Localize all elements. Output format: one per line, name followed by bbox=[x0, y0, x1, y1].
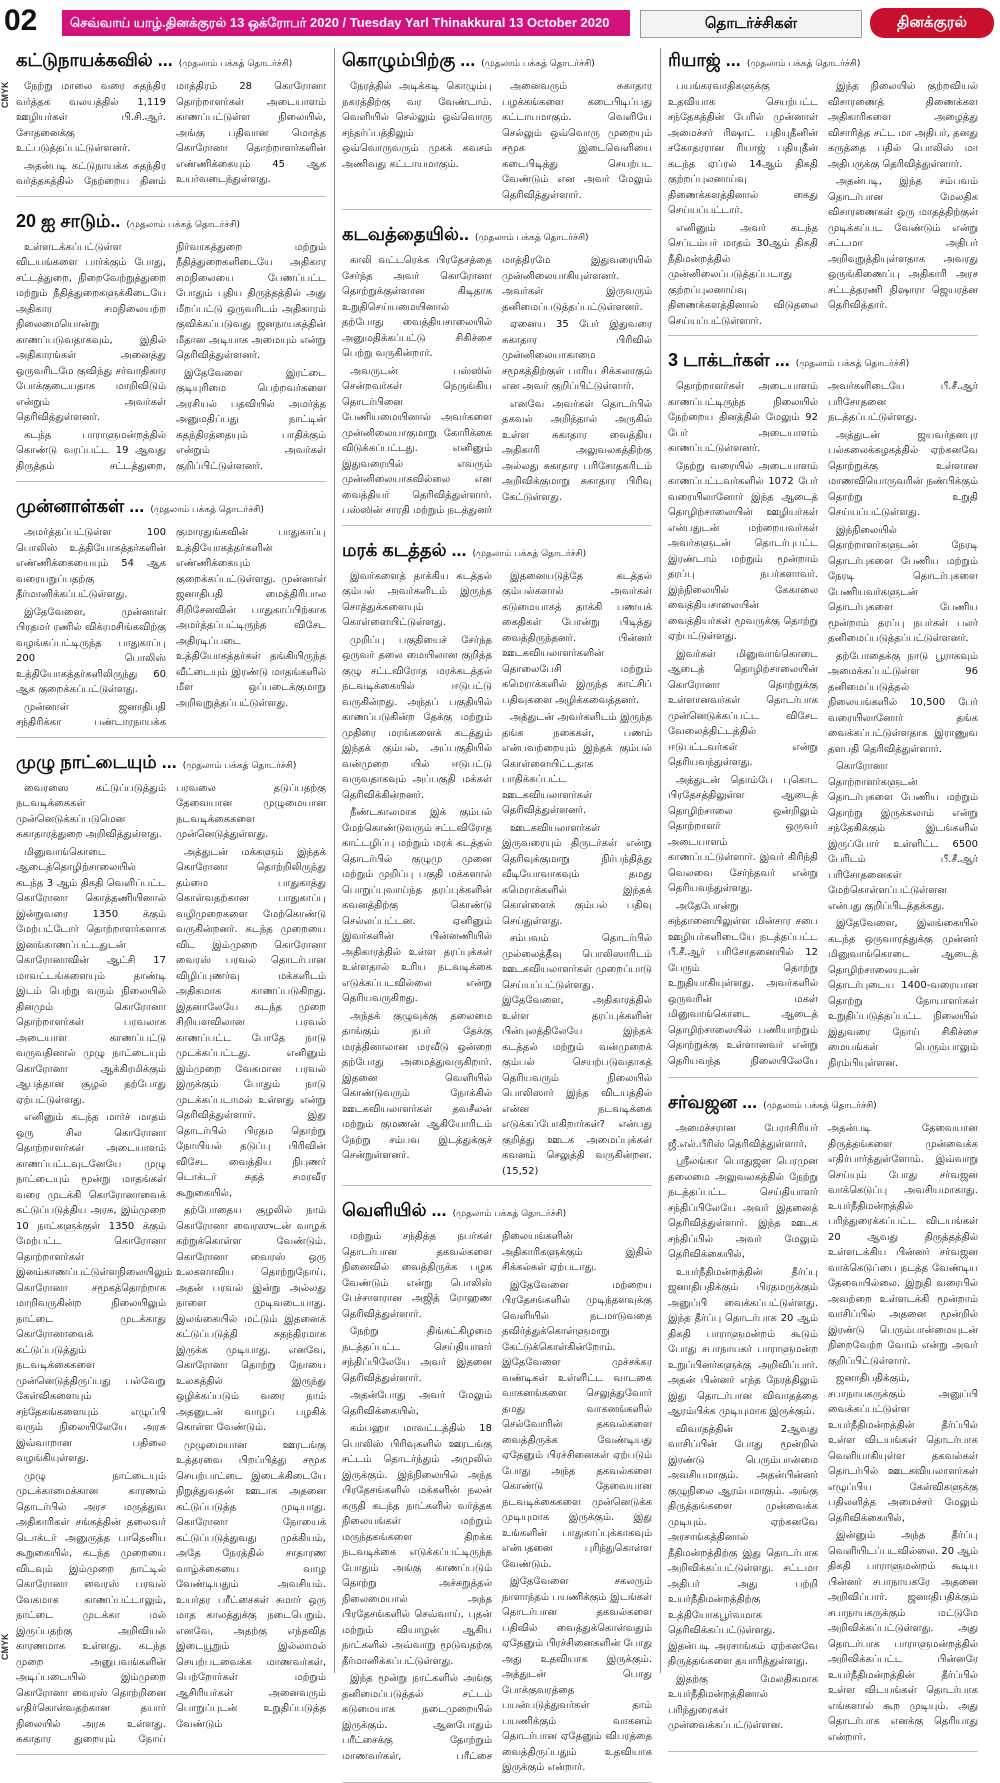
paragraph: உயர்நீதிமன்றத்தின் தீர்ப்பு ஜனாதிபதிக்கும் பிரதமருக்கும் அனுப்பி வைக்கப்பட்டுள்ளது. இந்த தீர்ப்பு தொடர்பாக 20 ஆம் திகதி பாராளுமன்றம் கூடும் போது சபாநாயகர் பாராளுமன்ற உறுப்பினர்களுக்கு அறிவிப்பார். அதன் பின்னர் எந்த நேரத்திலும் இது தொடர்பான விவாதத்தை ஆரம்பிக்க முடியுமாக இருக்கும். bbox=[668, 1266, 818, 1417]
paragraph: இதேவேளை சகலரும் நாளாந்தம் பயணிக்கும் இடங்கள் தொடர்பான தகவல்களை பதிவில் வைத்துக்கொள்வதும் ஏதேனும் பிரச்சினைகளின் போது அது உதவியாக இருக்கும். அத்துடன் பொது போக்குவரத்தை பயன்படுத்துவர்கள் தாம் பயணிக்கும் வாகனம் தொடர்பான ஏதேனும் விபரத்தை வைத்திருப்பதும் உதவியாக இருக்கும் என்றார். bbox=[502, 1576, 652, 1773]
headline-text: மரக் கடத்தல் ... bbox=[342, 539, 467, 560]
paragraph: தற்போதைய சூழலில் நாம் கொரோனா வைரஸுடன் வாழக் கற்றுக்கொள்ள வேண்டும். கொரோனா வைரஸ் ஒரு உலகளாவிய தொற்றுநோய். அதன் பரவல் இன்று அல்லது நாளை முடிவடையாது. இலங்கையில் மட்டும் இதனைக் கட்டுப்படுத்தி சுதந்திரமாக இருக்க முடியாது. எனவே, கொரோனா தொற்று நோயை உலகத்தில் இருந்து ஒழிக்கப்படும் வரை நாம் அதனுடன் வாழப் பழகிக் கொள்ள வேண்டும். bbox=[176, 1205, 326, 1433]
headline-text: 3 டாக்டர்கள் ... bbox=[668, 350, 790, 370]
article-headline bbox=[668, 350, 978, 373]
article-body bbox=[668, 1121, 978, 1745]
headline-text: முன்னாள்கள் ... bbox=[16, 496, 145, 516]
article-body bbox=[342, 253, 652, 519]
paragraph: முறிப்பு பகுதியைச் சேர்ந்த ஒருவர் தலை மையிலான குறித்த குழு சட்டவிரோத மரக்கடத்தல் நடவடிக்கையில் ஈடுபட்டு வருகின்றது. அந்தப் பகுதியில் காணப்படுகின்ற தேக்கு மற்றும் முதிரை மரங்களைக் கடத்தும் இந்தக் கும்பல், அப்பகுதியில் வன்முறை யில் ஈடுபட்டு வருவதாகவும் அப்பகுதி மக்கள் தெரிவிக்கின்றனர். bbox=[342, 634, 492, 801]
paragraph: முழு நாட்டையும் முடக்காமைக்கான காரணம் தொடர்பில் அரச மருத்துவ அதிகாரிகள் சங்கத்தின் தலைவர் டொக்டர் அனுருத்த பாதெனிய கூறுகையில், கடந்த முறையை விடவும் இம்முறை நாட்டில் கொரோனா வைரஸ் பரவல் வேகமாக காணப்பட்டாலும், நாட்டை முடக்கா மல் இருப்பதற்கு அறிவியல் காரணமாக உள்ளது. கடந்த முறை அனுபவங்களின் அடிப்படையில் இம்முறை கொரோனா வைரஸ் தொற்றினை எதிர்கொள்வதற்கான தயார் நிலையில் அரசு உள்ளது. சுகாதார துறையும் நோய் பரவலை தடுப்பதற்கு தேவையான முழுமையான நடவடிக்கைகளை முன்னெடுத்துள்ளது. bbox=[16, 782, 326, 1745]
paragraph: இதேவேளை மற்றைய பிரதேசங்களில் முடிந்தளவுக்கு வெளியில் நடமாடுவதை தவிர்த்துக்கொள்ளுமாறு கேட்டுக்கொள்கின்றோம். இதேவேளை முச்சக்கர வண்டிகள் உள்ளிட்ட வாடகை வாகனங்களை செலுத்துவோர் தமது வாகனங்களில் செல்வோரின் தகவல்களை வைத்திருக்க வேண்டியது ஏதேனும் பிரச்சினைகள் ஏற்படும் போது அந்த தகவல்களை கொண்டு தேவையான நடவடிக்கைகளை முன்னெடுக்க முடியுமாக இருக்கும். இது உங்களின் பாதுகாப்புக்காகவும் என்பதனை புரிந்துகொள்ள வேண்டும். bbox=[502, 1279, 652, 1570]
paragraph: நேற்று வரையில் அடையாளம் காணப்பட்டவர்களில் 1072 பேர் வரையிலானோர் இந்த ஆடைத் தொழிற்சாலையின் ஊழியர்கள் என்பதுடன் மற்றையவர்கள் அவர்களுடன் தொடர்புபட்ட இரண்டாம் மற்றும் மூன்றாம் தரப்பு நபர்களாவர். இந்நிலையில் கேகாலை வைத்தியசாலையின் வைத்தியர்கள் மூவருக்கு தொற்று ஏற்பட்டுள்ளது. bbox=[668, 460, 818, 642]
paragraph: இந்த நிலையில் குற்றவியல் விசாரணைத் திணைக்கள அதிகாரிகளை அழைத்து விசாரித்த சட்ட மா அதிபர், தனது கருத்தை பதில் பொலிஸ் மா அதிபருக்கு தெரிவித்துள்ளார். bbox=[828, 81, 978, 170]
paragraph: இதேவேளை, இலங்கையில் கடந்த ஒருவாரத்துக்கு முன்னர் மினுவாங்கொடை ஆடைத் தொழிற்சாலையுடன் தொடர்புடைய 1400-வரையான தொற்று நோயாளர்கள் உறுதிப்படுத்தப்பட்ட நிலையில் இதுவரை நோய் சிகிச்சை மையங்கள் பெரும்பாலும் நிரம்பியுள்ளன. bbox=[828, 918, 978, 1069]
paragraph: சம்பவம் தொடர்பில் முல்லைத்தீவு பொலிஸாரிடம் ஊடகவியலாளர்கள் முறைப்பாடு செய்யப்பட்டுள்ளது. இதேவேளை, அதிகாரத்தில் உள்ள தரப்புக்களின் பின்புலத்திலேயே இந்தக் கடத்தல் மற்றும் வன்முறைக் கும்பல் செயற்படுவதாகத் தெரியவரும் நிலையில் பொலிஸார் இந்த விடயத்தில் என்ன நடவடிக்கை எடுக்கப்போகிறார்கள்? என்பது குறித்து ஊடக அமைப்புக்கள் கவனம் செலுத்தி வருகின்றன.(15,52) bbox=[502, 933, 652, 1177]
article-body bbox=[16, 781, 326, 1748]
paragraph: பயங்கரவாதிகளுக்கு உதவியாக செயற்பட்ட சந்தேகத்தின் பேரில் முன்னாள் அமைச்சர் ரிஷாட் பதியுதீனின் சகோதரரான ரியாஜ் பதியுதீன் கடந்த ஏப்ரல் 14ஆம் திகதி குற்றப்புலனாய்வு திணைக்களத்தினால் கைது செய்யப்பட்டார். bbox=[668, 81, 818, 216]
article bbox=[668, 50, 978, 336]
article-body bbox=[342, 1229, 652, 1776]
paragraph: நேரத்தில் அடிக்கடி கொழும்பு நகரத்திற்கு வர வேண்டாம். வெளியில் செல்லும் ஒவ்வொரு சந்தர்ப்பத்திலும் ஒவ்வொருவரும் முகக் கவசம் அணிவது கட்டாயமாகும். bbox=[342, 81, 492, 170]
paragraph: விவாதத்தின் 2ஆவது வாசிப்பின் போது மூன்றில் இரண்டு பெரும்பான்மை அவசியமாகும். அதன்பின்னர் குழுநிலை ஆரம்பமாகும். அங்கு திருத்தங்களை முன்வைக்க முடியும். ஏற்கனவே அரசாங்கத்தினால் நீதிமன்றத்திற்கு இது தொடர்பாக அறிவிக்கப்பட்டுள்ளது. சட்டமா அதிபர் அது பற்றி உயர்நீதிமன்றத்திற்கு உத்தியோகபூர்வமாக தெரிவிக்கப்பட்டுள்ளது. இதன்படி அரசாங்கம் ஏற்கனவே திருத்தங்களை தயாரித்துள்ளது. bbox=[668, 1423, 818, 1667]
paragraph: அமர்த்தப்பட்டுள்ள 100 பொலிஸ் உத்தியோகத்தர்களின் எண்ணிக்கையையும் 54 ஆக வரையறுப்பதற்கு தீர்மானிக்கப்பட்டுள்ளது. bbox=[16, 527, 166, 600]
article-body bbox=[16, 240, 326, 476]
masthead bbox=[0, 0, 1000, 48]
column-1 bbox=[16, 48, 326, 1745]
paragraph: இன்னும் அந்த தீர்ப்பு வெளியிடப்படவில்லை. 20 ஆம் திகதி பாராளுமன்றம் கூடிய பின்னர் சபாநாயகரே அதனை அறிவிப்பார். ஜனாதிபதிக்கும் சபாநாயகருக்கும் மட்டுமே அறிவிக்கப்பட்டுள்ளது. அது தொடர்பாக பாராளுமன்றத்தில் அறிவிக்கப்பட்ட பின்னரே உயர்நீதிமன்றத்தின் தீர்ப்பில் உள்ள விடயங்கள் தொடர்பாக எங்களால் கூற முடியும். அது தொடர்பாக எனக்கு தெரியாது என்றார். bbox=[828, 1530, 978, 1743]
paragraph: அந்தக் குழுவுக்கு தலைமை தாங்கும் நபர் தேக்கு மரத்தினாலான மரவீடு ஒன்றை தற்போது அமைத்துவருகிறார். இதனை வெளியில் கொண்டுவரும் நோக்கில் ஊடகவியலாளர்கள் தவசீலன் மற்றும் குமணன் ஆகியோரிடம் நேற்று சம்பவ இடத்துக்குச் சென்றுள்ளனர். bbox=[342, 1010, 492, 1161]
paragraph: அத்துடன் ஜயவர்தனபுர பல்கலைக்கழகத்தில் ஏற்கனவே தொற்றுக்கு உள்ளான மாணவியொருவரின் நண்பிக்கும் தொற்று உறுதி செய்யப்பட்டுள்ளது. bbox=[828, 429, 978, 518]
article-headline bbox=[16, 50, 326, 73]
paragraph: அத்துடன் அவர்களிடம் இருந்த தங்க நகைகள், பணம் என்பவற்றையும் இந்தக் கும்பல் கொள்ளையிட்டதாக பாதிக்கப்பட்ட ஊடகவியலாளர்கள் தெரிவித்துள்ளனர். bbox=[502, 712, 652, 816]
article-headline bbox=[16, 496, 326, 519]
article bbox=[16, 211, 326, 483]
continued-label: (முதலாம் பக்கத் தொடர்ச்சி) bbox=[472, 548, 587, 559]
page-number: 02 bbox=[4, 4, 38, 37]
paragraph: நேற்று திங்கட்கிழமை நடத்தப்பட்ட செய்தியாளர் சந்திப்பிலேயே அவர் இதனை தெரிவித்துள்ளார். bbox=[342, 1326, 492, 1384]
headline-text: வெளியில் ... bbox=[342, 1200, 447, 1220]
continued-label: (முதலாம் பக்கத் தொடர்ச்சி) bbox=[746, 59, 861, 69]
paragraph: மற்றும் சந்தித்த நபர்கள் தொடர்பான தகவல்களை நினைவில் வைத்திருக்க பழக வேண்டும் என்று பொலிஸ் பேச்சாளரான அஜித் ரோஹண தெரிவித்துள்ளார். bbox=[342, 1231, 492, 1320]
headline-text: 20 ஐ சாடும்.. bbox=[16, 210, 121, 231]
paragraph: தற்போதைக்கு நாடு பூராகவும் அமைக்கப்பட்டுள்ள 96 தனிமைப்படுத்தல் நிலையங்களில் 10,500 பேர் வரையிலானோர் தங்க வைக்கப்பட்டுள்ளதாக இராணுவ தளபதி தெரிவித்துள்ளார். bbox=[828, 650, 978, 755]
paragraph: இவர்களைத் தாக்கிய கடத்தல் கும்பல் அவர்களிடம் இருந்த சொத்துக்களையும் கொள்ளையிட்டுள்ளது. bbox=[342, 570, 492, 628]
paragraph: அவருடன் பஸ்ஸில் சென்றவர்கள் நெருங்கிய தொடர்பினை பேணியமையினால் அவர்களை முன்னிலையாகுமாறு கோரிக்கை விடுக்கப்பட்டது. எனினும் இதுவரையில் எவரும் முன்னிலையாகவில்லை என வைத்தியர் தெரிவித்துள்ளார். பஸ்ஸின் சாரதி மற்றும் நடத்துனர் மாத்திரமே இதுவரையில் முன்னிலையாகியுள்ளனர். அவர்கள் இருவரும் தனிமைப்படுத்தப்பட்டுள்ளனர். bbox=[342, 255, 652, 516]
article-headline bbox=[342, 50, 652, 73]
paragraph: உள்ளடக்கப்பட்டுள்ள விடயங்களை பார்க்கும் போது, சட்டத்துறை, நிறைவேற்றுத்துறை மற்றும் நீதித்துறைகளுக்கிடையே அதிகார சமநிலையற்ற நிலைமையொன்று காணப்படுவதாகவும், இதில் அதிகாரங்கள் அனைத்து ஒருவரிடமே குவிந்து சர்வாதிகார போக்குடையதாக மாறிவிடும் என்றும் அவர்கள் தெரிவித்துள்ளனர். bbox=[16, 241, 166, 423]
headline-text: ரியாஜ் ... bbox=[668, 50, 741, 70]
paragraph: அதேபோன்று சுந்தானையிலுள்ள மின்சார சபை ஊழியர்களிடையே நடத்தப்பட்ட பீ.சீ.ஆர் பரிசோதனையில் 12 பேரும் தொற்று உறுதியாகியுள்ளது. அவர்களில் ஒருவரின் மகள் மினுவாங்கொடை ஆடைத் தொழிற்சாலையில் பணியாற்றும் தொற்றுக்கு உள்ளானவர் என்று தெரியவந்த நிலையிலேயே அவர்களிடையே பீ.சீ.ஆர் பரிசோதனை நடத்தப்பட்டுள்ளது. bbox=[668, 381, 978, 1067]
continued-label: (முதலாம் பக்கத் தொடர்ச்சி) bbox=[178, 59, 293, 69]
continued-label: (முதலாம் பக்கத் தொடர்ச்சி) bbox=[452, 1209, 567, 1219]
article-headline bbox=[668, 1092, 978, 1115]
paragraph: இவர்கள் மினுவாங்கொடை ஆடைத் தொழிற்சாலையின் கொரோனா தொற்றுக்கு உள்ளானவர்கள் தொடர்பாக முன்னெடுக்கப்பட்ட விசேட வேலைத்திட்டத்தில் ஈடுபட்டவர்கள் என்று தெரியவந்துள்ளது. bbox=[668, 648, 818, 768]
date-line: செவ்வாய் யாழ்.தினக்குரல் 13 ஒக்ரோபர் 2020 / Tuesday Yarl Thinakkural 13 October 2020 bbox=[62, 10, 630, 36]
article bbox=[342, 224, 652, 526]
paragraph: ஏனைய 35 பேர் இதுவரை சுகாதார பிரிவில் முன்னிலையாகாமை சமூகத்திற்குள் பாரிய சிக்கலாகும் என அவர் குறிப்பிட்டுள்ளார். bbox=[502, 319, 652, 392]
paragraph: இதேவேளை இரட்டை குடியுரிமை பெற்றவர்களை அரசியல் பதவியில் அமர்த்த அனுமதிப்பது நாட்டின் சுதந்திரத்தையும் பாதிக்கும் என்றும் அவர்கள் குறிப்பிட்டுள்ளனர். bbox=[176, 367, 326, 472]
paragraph: அமைச்சரான பேராசிரியர் ஜீ.எல்.பீரிஸ் தெரிவித்துள்ளார். bbox=[668, 1123, 818, 1150]
article-headline bbox=[16, 752, 326, 775]
paragraph: தொற்றாளர்கள் அடையாளம் காணப்பட்டிருந்த நிலையில் நேற்றைய தினத்தில் மேலும் 92 பேர் அடையாளம் காணப்பட்டுள்ளனர். bbox=[668, 381, 818, 454]
paragraph: நீண்டகாலமாக இக் கும்பல் மேற்கொண்டுவரும் சட்டவிரோத காட்டழிப்பு மற்றும் மரக் கடத்தல் தொடர்பில் குழுமு முனை மற்றும் முறிப்பு பகுதி மக்களால் பொறுப்புவாய்ந்த தரப்புக்களின் கவனத்திற்கு கொண்டு செல்லப்பட்டன. ஏனினும் இவர்களின் பின்னணியில் அதிகாரத்தில் உள்ள தரப்புக்கள் உள்ளதால் உரிய நடவடிக்கை எடுக்கப்படவில்லை என்று தெரியவருகிறது. bbox=[342, 807, 492, 1004]
paragraph: கொரோனா தொற்றாளர்களுடன் தொடர்புகளை பேணிய மற்றும் தொற்று இருக்கலாம் என்று சந்தேகிக்கும் இடங்களில் இருப்போர் உள்ளிட்ட 6500 பேரிடம் பீ.சீ.ஆர் பரிசோதனைகள் மேற்கொள்ளப்பட்டுள்ளன என்பது குறிப்பிடத்தக்கது. bbox=[828, 761, 978, 912]
article-headline bbox=[342, 540, 652, 563]
article-headline bbox=[342, 1200, 652, 1223]
paragraph: இதேவேளை, முன்னாள் பிரதமர் ரணில் விக்ரமசிங்கவிற்கு வழங்கப்பட்டிருந்த பாதுகாப்பு 200 பொலிஸ் உத்தியோகத்தர்களிலிருந்து 60 ஆக குறைக்கப்பட்டுள்ளது. bbox=[16, 606, 166, 695]
cmyk-mark-bottom: CMYK bbox=[0, 1633, 10, 1660]
paragraph: வைரஸை கட்டுப்படுத்தும் நடவடிக்கைகள் முன்னெடுக்கப்படுமென சுகாதாரத்துறை அறிவித்துள்ளது. bbox=[16, 782, 166, 840]
column-2 bbox=[342, 48, 652, 1773]
article-headline bbox=[342, 224, 652, 247]
paragraph: முழுமையான ஊரடங்கு உத்தரவை பிறப்பித்து சமூக செயற்பாட்டை இடைக்கிடையே நிறுத்துவதன் ஊடாக அதனை கட்டுப்படுத்த முடியாது. கொரோனா நோயைக் கட்டுப்படுத்துவது முக்கியம், அதே நேரத்தில் சாதாரண வாழ்க்கையை வாழ வேண்டியதும் அவசியம். உயர்தர பரீட்சைகள் சுமார் ஒரு மாத காலத்துக்கு நடைபெறும். எனவே, அதற்கு எந்தவித இடையூறும் இல்லாமல் செயற்படவைக்க மாணவர்கள், பெற்றோர்கள் மற்றும் ஆசிரியர்கள் அனைவரும் பொறுப்புடன் உறுதிப்படுத்த வேண்டும் bbox=[176, 1439, 326, 1730]
article-body bbox=[16, 525, 326, 731]
article bbox=[668, 350, 978, 1078]
article bbox=[342, 50, 652, 210]
article-body bbox=[342, 569, 652, 1180]
column-3 bbox=[668, 48, 978, 1743]
article bbox=[668, 1092, 978, 1752]
paragraph: எனினும் அவர் கடந்த செப்டம்பர் மாதம் 30ஆம் திகதி நீதிமன்றத்தில் முன்னிலைப்படுத்தப்படாது குற்றப்புலனாய்வு திணைக்களத்தினால் விடுதலை செய்யப்பட்டுள்ளார். bbox=[668, 222, 818, 327]
paragraph: இதனையடுத்தே கடத்தல் கும்பல்களால் அவர்கள் கடுமையாகத் தாக்கி பணயக் கைதிகள் போன்று பிடித்து வைத்திருந்தனர். பின்னர் ஊடகவியலாளர்களின் தொலைபேசி மற்றும் கமெராக்களில் இருந்த காட்சிப் பதிவுகளை அழிக்கவைத்தனர். bbox=[502, 570, 652, 706]
paragraph: அனைவரும் சுகாதார பழக்கங்களை கடைபிடிப்பது கட்டாயமாகும். வெளியே செல்லும் ஒவ்வொரு முறையும் சமூக இடைவெளியை கடைபிடித்து செயற்பட வேண்டும் என அவர் மேலும் தெரிவித்துள்ளார். bbox=[502, 81, 652, 201]
article bbox=[16, 496, 326, 738]
paragraph: இந்நிலையில் தொற்றாளர்களுடன் நேரடி தொடர்புகளை பேணிய மற்றும் நேரடி தொடர்புகளை பேணியவர்களுடன் தொடர்புகளை பேணிய மூன்றாம் தரப்பு நபர்கள் பலர் தனிமைப்படுத்தப்பட்டுள்ளனர். bbox=[828, 524, 978, 644]
headline-text: முழு நாட்டையும் ... bbox=[16, 751, 177, 772]
continued-label: (முதலாம் பக்கத் தொடர்ச்சி) bbox=[474, 233, 589, 243]
article bbox=[342, 1200, 652, 1783]
continued-label: (முதலாம் பக்கத் தொடர்ச்சி) bbox=[795, 359, 910, 369]
newspaper-logo: தினக்குரல் bbox=[870, 8, 994, 38]
article-body bbox=[16, 79, 326, 190]
paragraph: காலி வட்டரெக்க பிரதேசத்தை சேர்ந்த அவர் கொரோனா தொற்றுக்குள்ளான கிடிதாக உறுதிசெய்யமையினால் தற்போது வைத்தியசாலையில் அனுமதிக்கப்பட்டு சிகிச்சை பெற்று வருகின்றார். bbox=[342, 255, 492, 359]
article bbox=[16, 752, 326, 1755]
paragraph: மினுவாங்கொடை ஆடைத்தொழிற்சாலையில் கடந்த 3 ஆம் திகதி வெளிப்பட்ட கொரோனா கொத்தணியினால் இன்றுவரை 1350 க்கும் மேற்பட்டோர் தொற்றாளர்களாக இனங்காணப்பட்டதுடன் கொரோனாவின் ஆட்சி 17 மாவட்டங்களையும் தாண்டி இடம் பெற்று வரும் நிலையில் தினமும் கொரோனா தொற்றாளர்கள் பரவலாக அடையாள காணப்பட்டு வருவதினால் முழு நாட்டையும் கொரோனா ஆக்கிரமிக்கும் ஆபத்தான சூழல் தற்போது ஏற்பட்டுள்ளது. bbox=[16, 846, 166, 1106]
headline-text: கடவத்தையில்.. bbox=[342, 224, 469, 244]
section-title: தொடர்ச்சிகள் bbox=[640, 10, 862, 38]
paragraph: கடந்த பாராளுமன்றத்தில் கொண்டு வரப்பட்ட 19 ஆவது திருத்தம் சட்டத்துறை, நிர்வாகத்துறை மற்றும் நீதித்துறைகளிடையே அதிகார சமநிலையை பேணப்பட்ட போதும் புதிய திருத்தத்தில் அது மீறப்பட்டு ஒருவரிடம் அதிகாரம் குவிக்கப்படுவது ஜனநாயகத்தின் மீதான அடியாக அமையும் என்று தெரிவித்துள்ளனர். bbox=[16, 241, 326, 472]
paragraph: ஸ்ரீலங்கா பொதுஜன பெரமுன தலைமை அலுவலகத்தில் நேற்று நடத்தப்பட்ட செய்தியாளர் சந்திப்பிலேயே அவர் இதனைத் தெரிவித்துள்ளார். இந்த ஊடக சந்திப்பில் அவர் மேலும் தெரிவிக்கையில், bbox=[668, 1156, 818, 1260]
paragraph: ஊடகவியலாளர்கள் இருவரையும் திருடர்கள் என்று தெரிவுக்குமாறு நிர்பந்தித்து வீடியோவாகவும் தமது கமெராக்களில் இந்தக் கொள்ளைக் கும்பல் பதிவு செய்துள்ளது. bbox=[502, 822, 652, 927]
article bbox=[16, 50, 326, 197]
paragraph: அத்துடன் மக்களும் இந்தக் கொரோனா தொற்றிலிருந்து தம்மை பாதுகாத்து கொள்வதற்கான பாதுகாப்பு வழிமுறைகளை மேற்கொண்டு வருகின்றனர். கடந்த முறையை விட இம்முறை கொரோனா வைரஸ் பரவல் தொடர்பான விழிப்புணர்வு மக்களிடம் அதிகமாக காணப்படுகிறது. இதனாலேயே கடந்த முறை சிறியளவிலான பரவல் காணப்பட்ட போதே நாடு முடக்கப்பட்டது. எனினும் இம்முறை வேகமான பரவல் இருக்கும் போதும் நாடு முடக்கப்படாமல் உள்ளது என்று தெரிவித்துள்ளார். இது தொடர்பில் பிரதம தொற்று நோயியல் தடுப்பு பிரிவின் விசேட வைத்திய நிபுணர் டொக்டர் சுதத் சமரவீர கூறுகையில், bbox=[176, 846, 326, 1199]
paragraph: எனினும் கடந்த மார்ச் மாதம் ஒரு சில கொரோனா தொற்றாளர்கள் அடையாளம் காணப்பட்டவுடனேயே முழு நாட்டையும் மூன்று மாதங்கள் வரை முடக்கி கொரோனாவைக் கட்டுப்படுத்திய அரசு, இம்முறை 10 நாட்களுக்குள் 1350 க்கும் மேற்பட்ட கொரோனா தொற்றாளர்கள் இனம்காணப்பட்டுள்ளநிலையிலும் கொரோனா சமூகத்தொற்றாக மாறிவருகின்ற நிலையிலும் நாட்டை முடக்காது கொரோனாவைக் கட்டுப்படுத்தும் நடவடிக்கைகளை முன்னெடுத்திருப்பது பல்வேறு கேள்விகளையும் சந்தேகங்களையும் எழுப்பி வரும் நிலையிலேயே அரசு இவ்வாறான பதிலை வழங்கியுள்ளது. bbox=[16, 1112, 173, 1464]
paragraph: அதன்படி கட்டுநாயக்க சுதந்திர வர்த்தகத்தில் நேற்றைய தினம் மாத்திரம் 28 கொரோனா தொற்றாளர்கள் அடையாளம் காணப்பட்டுள்ள நிலையில், அங்கு பதிவான மொத்த கொரோனா தொற்றாளர்களின் எண்ணிக்கையும் 45 ஆக உயர்வடைந்துள்ளது. bbox=[16, 81, 326, 187]
article-body bbox=[668, 379, 978, 1071]
headline-text: சர்வஜன ... bbox=[668, 1092, 758, 1112]
paragraph: முன்னாள் ஜனாதிபதி சந்திரிக்கா பண்டாரநாயக்க குமாரதுங்கவின் பாதுகாப்பு உத்தியோகத்தர்களின் எண்ணிக்கையும் குறைக்கப்பட்டுள்ளது. முன்னாள் ஜனாதிபதி மைத்திரிபால சிறிசேனவின் பாதுகாப்பிற்காக அமர்த்தப்பட்டிருந்த விசேட அதிரடிப்படை உத்தியோகத்தர்கள் தங்கியிருந்த வீட்டையும் இரண்டு மாதங்களில் மீள ஒப்படைக்குமாறு அறிவுறுத்தப்பட்டுள்ளது. bbox=[16, 527, 326, 728]
paragraph: அதன்போது அவர் மேலும் தெரிவிக்கையில், bbox=[342, 1390, 492, 1417]
paragraph: கம்பஹா மாவட்டத்தில் 18 பொலிஸ் பிரிவுகளில் ஊரடங்கு சட்டம் தொடர்ந்தும் அமுலில் இருக்கும். இந்நிலையில் அந்த பிரதேசங்களில் மக்களின் நலன் கருதி கடந்த நாட்களில் வர்த்தக நிலையங்கள் மற்றும் மருந்தகங்களை திறக்க நடவடிக்கை எடுக்கப்பட்டிருந்த போதும் அங்கு காணப்படும் தொற்று அச்சுறுத்தல் நிலைமையால் அந்த பிரதேசங்களில் செவ்வாய், புதன் மற்றும் வியாழன் ஆகிய நாட்களில் அவ்வாறு மூடுவதற்கு தீர்மானிக்கப்பட்டுள்ளது. bbox=[342, 1423, 492, 1667]
headline-text: கொழும்பிற்கு ... bbox=[342, 50, 476, 70]
continued-label: (முதலாம் பக்கத் தொடர்ச்சி) bbox=[150, 505, 264, 515]
article-body bbox=[668, 79, 978, 329]
paragraph: இதற்கு மேலதிகமாக உயர்நீதிமன்றத்தினால் பரிந்துரைகள் முன்வைக்கப்பட்டுள்ளன. அதன்படி தேவையான திருத்தங்களை முன்வைக்க எதிர்பார்த்துள்ளோம். இவ்வாறு செய்யும் போது சர்வஜன வாக்கெடுப்பு அவசியமாகாது. உயர்நீதிமன்றத்தில் பரிந்துரைக்கப்பட்ட விடயங்கள் 20 ஆவது திருத்தத்தில் உள்ளடக்கிய பின்னர் சர்வஜன வாக்கெடுப்பை நடத்த வேண்டிய தேவையில்லை. இறுதி வரைபில் அவற்றை உள்ளடக்கி மூன்றாம் வாசிப்பில் அதனை மூன்றில் இரண்டு பெரும்பான்மையுடன் நிறைவேற்ற வோம் என்று அவர் குறிப்பிட்டுள்ளார். bbox=[668, 1123, 978, 1731]
continued-label: (முதலாம் பக்கத் தொடர்ச்சி) bbox=[182, 760, 297, 771]
article-headline bbox=[668, 50, 978, 73]
continued-label: (முதலாம் பக்கத் தொடர்ச்சி) bbox=[126, 219, 240, 230]
paragraph: இந்த மூன்று நாட்களில் அங்கு தனிமைப்படுத்தல் சட்டம் கடுமையாக நடைமுறையில் இருக்கும். ஆனபோதும் பரீட்சைக்கு தோற்றும் மாணவர்கள், பரீட்சை நிலையங்களின் அதிகாரிகளுக்கும் இதில் சிக்கல்கள் ஏற்படாது. bbox=[342, 1231, 652, 1762]
continued-label: (முதலாம் பக்கத் தொடர்ச்சி) bbox=[481, 59, 595, 69]
cmyk-mark-top: CMYK bbox=[0, 81, 10, 108]
article-body bbox=[342, 79, 652, 203]
paragraph: நேற்று மாலை வரை சுதந்திர வர்த்தக வலயத்தில் 1,119 ஊழியர்கள் பி.சி.ஆர். சோதனைக்கு உட்படுத்தப்பட்டுள்ளனர். bbox=[16, 81, 166, 154]
article-headline bbox=[16, 211, 326, 234]
paragraph: ஜனாதிபதிக்கும், சபாநாயகருக்கும் அனுப்பி வைக்கப்பட்டுள்ள உயர்நீதிமன்றத்தின் தீர்ப்பில் உள்ள விடயங்கள் தொடர்பாக வெளியாகியுள்ள தகவல்கள் தொடர்பில் ஊடகவியலாளர்கள் எழுப்பிய கேள்விகளுக்கு பதிலளித்த அமைச்சர் மேலும் தெரிவிக்கையில், bbox=[828, 1373, 978, 1524]
newspaper-page bbox=[16, 48, 994, 1773]
continued-label: (முதலாம் பக்கத் தொடர்ச்சி) bbox=[763, 1101, 877, 1111]
paragraph: அத்துடன் தொம்பே புகொட பிரதேசத்திலுள்ள ஆடைத் தொழிற்சாலை ஒன்றிலும் தொற்றாளர் ஒருவர் அடையாளம் காணப்பட்டுள்ளார். இவர் கிரிந்தி வெலவை சேர்ந்தவர் என்று தெரியவந்துள்ளது. bbox=[668, 774, 818, 894]
paragraph: அதன்படி, இந்த சம்பவம் தொடர்பான மேலதிக விசாரணைகள் ஒரு மாதத்திற்குள் முடிக்கப்பட வேண்டும் என்று சட்டமா அதிபர் அறிவுறுத்தியுள்ளதாக அவரது ஒருங்கிணைப்பு அதிகாரி அரச சட்டத்தரணி நிஷாரா ஜெயரத்ன தெரிவித்தார். bbox=[828, 176, 978, 311]
headline-text: கட்டுநாயக்கவில் ... bbox=[16, 50, 173, 70]
paragraph: எனவே அவர்கள் தொடர்பில் தகவல் அறிந்தால் அருகில் உள்ள சுகாதார வைத்திய அதிகாரி அலுவலகத்திற்கு அல்லது சுகாதார பரிசோதகரிடம் அறிவிக்குமாறு சுகாதார பிரிவு கேட்டுள்ளது. bbox=[502, 398, 652, 503]
article bbox=[342, 540, 652, 1187]
